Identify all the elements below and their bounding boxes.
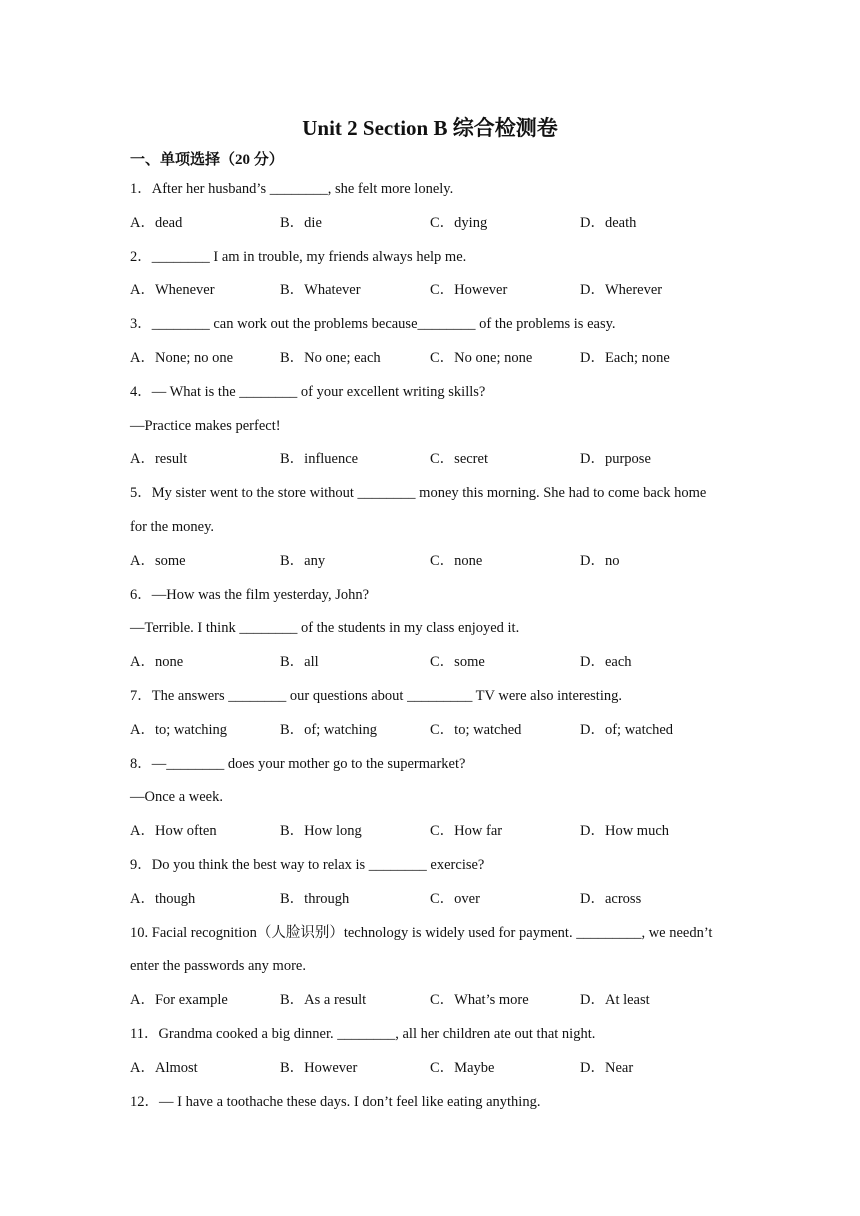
question-list [130, 179, 750, 1125]
answer-option: D．Wherever [580, 282, 663, 299]
question-text: enter the passwords any more. [130, 958, 306, 975]
answer-options [130, 889, 750, 923]
question-text: 9．Do you think the best way to relax is ________ exercise? [130, 856, 485, 873]
answer-option: A．though [130, 890, 196, 907]
question-text: 1．After her husband’s ________, she felt more lonely. [130, 181, 454, 197]
question-text: 8．—________ does your mother go to the supermarket? [130, 755, 466, 772]
answer-options [130, 1058, 750, 1092]
answer-options [130, 280, 750, 314]
answer-option: D．Near [580, 1059, 634, 1076]
answer-option: B．How long [280, 823, 362, 840]
answer-option: C．No one; none [430, 349, 533, 366]
question-text: 7．The answers ________ our questions about _________ TV were also interesting. [130, 687, 622, 704]
answer-options [130, 652, 750, 686]
answer-options [130, 551, 750, 585]
answer-option: B．die [280, 214, 322, 231]
question-text: 10. Facial recognition（人脸识别）technology is widely used for payment. _________, we needn’t [130, 924, 713, 941]
question-text: —Terrible. I think ________ of the students in my class enjoyed it. [130, 620, 520, 637]
question-text: —Practice makes perfect! [130, 417, 281, 434]
question-text: 2．________ I am in trouble, my friends always help me. [130, 248, 467, 265]
answer-option: B．As a result [280, 992, 367, 1009]
answer-option: D．across [580, 890, 642, 907]
answer-option: C．Maybe [430, 1059, 495, 1076]
section-heading: 一、单项选择（20 分） [130, 152, 284, 168]
answer-option: D．no [580, 552, 620, 569]
answer-option: C．However [430, 282, 508, 299]
answer-options [130, 213, 750, 247]
answer-option: D．At least [580, 992, 650, 1009]
question-text: for the money. [130, 518, 215, 535]
answer-option: B．of; watching [280, 721, 378, 738]
question-text: 5．My sister went to the store without ________ money this morning. She had to come back home [130, 485, 707, 502]
answer-options [130, 720, 750, 754]
question-text: —Once a week. [130, 789, 223, 806]
answer-option: B．through [280, 890, 350, 907]
answer-option: C．to; watched [430, 721, 522, 738]
answer-option: D．each [580, 654, 632, 671]
page-title: Unit 2 Section B 综合检测卷 [302, 116, 558, 140]
answer-option: C．secret [430, 451, 488, 468]
answer-option: B．Whatever [280, 282, 361, 299]
answer-options [130, 821, 750, 855]
answer-option: D．purpose [580, 451, 651, 468]
answer-option: A．to; watching [130, 721, 228, 738]
answer-option: A．For example [130, 992, 228, 1009]
answer-option: B．all [280, 654, 319, 671]
answer-option: C．How far [430, 823, 503, 840]
question-text: 12．— I have a toothache these days. I don’t feel like eating anything. [130, 1093, 541, 1110]
question-text: 6．—How was the film yesterday, John? [130, 586, 370, 603]
answer-option: D．of; watched [580, 721, 674, 738]
question-text: 3．________ can work out the problems because________ of the problems is easy. [130, 316, 616, 333]
answer-option: D．death [580, 214, 637, 231]
answer-option: C．some [430, 654, 485, 671]
question-text: 11．Grandma cooked a big dinner. ________, all her children ate out that night. [130, 1025, 596, 1042]
answer-option: A．result [130, 451, 188, 468]
answer-option: A．none [130, 654, 184, 671]
answer-options [130, 348, 750, 382]
answer-option: A．some [130, 552, 186, 569]
answer-option: A．dead [130, 214, 183, 231]
answer-option: B．any [280, 552, 326, 569]
answer-option: D．Each; none [580, 349, 670, 366]
question-text: 4．— What is the ________ of your excellent writing skills? [130, 383, 486, 400]
answer-option: A．Whenever [130, 282, 215, 299]
answer-option: C．dying [430, 214, 488, 231]
answer-option: C．over [430, 890, 480, 907]
answer-option: C．none [430, 552, 483, 569]
answer-options [130, 449, 750, 483]
answer-option: A．Almost [130, 1059, 198, 1076]
answer-option: B．However [280, 1059, 358, 1076]
answer-option: C．What’s more [430, 992, 529, 1009]
answer-option: B．influence [280, 451, 359, 468]
answer-options [130, 990, 750, 1024]
answer-option: A．None; no one [130, 349, 234, 366]
answer-option: D．How much [580, 823, 670, 840]
answer-option: B．No one; each [280, 349, 381, 366]
answer-option: A．How often [130, 823, 217, 840]
